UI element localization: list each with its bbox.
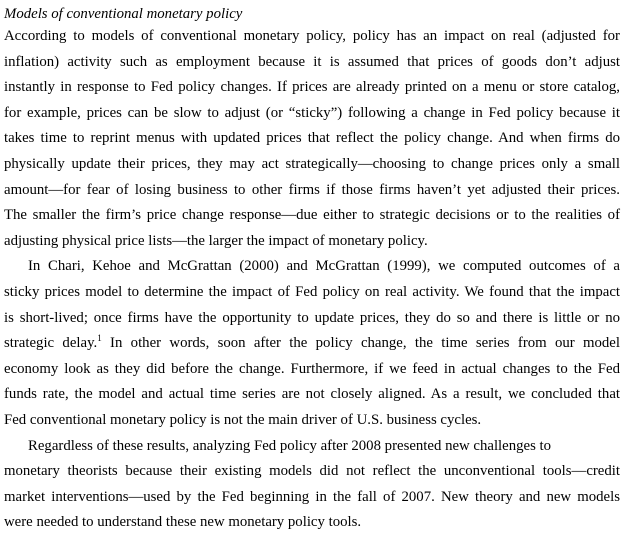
text-line: physically update their prices, they may act strategically—choosing to change prices only a small [4, 155, 620, 172]
text-line: The smaller the firm’s price change response—due either to strategic decisions or to the realities of [4, 207, 620, 224]
text-line: monetary theorists because their existing models did not reflect the unconventional tools—credit [4, 463, 620, 480]
text-line: were needed to understand these new monetary policy tools. [4, 514, 362, 531]
text-line: takes time to reprint menus with updated prices that reflect the policy change. And when firms do [4, 130, 620, 147]
text-line-with-footnote [4, 331, 620, 357]
paragraph-1 [4, 24, 620, 254]
text-line: instantly in response to Fed policy changes. If prices are already printed on a menu or store catalog, [4, 79, 620, 96]
footnote-line-text: strategic delay. [4, 335, 98, 352]
text-line: market interventions—used by the Fed beginning in the fall of 2007. New theory and new models [4, 488, 620, 505]
text-line: economy look as they did before the change. Furthermore, if we feed in actual changes to the Fed [4, 360, 620, 377]
text-line: In Chari, Kehoe and McGrattan (2000) and McGrattan (1999), we computed outcomes of a [28, 258, 620, 275]
text-line: funds rate, the model and actual time series are not closely aligned. As a result, we concluded that [4, 386, 620, 403]
footnote-line-rest: In other words, soon after the policy change, the time series from our model [101, 335, 620, 352]
paragraph-3 [4, 434, 620, 536]
text-line: According to models of conventional monetary policy, policy has an impact on real (adjusted for [4, 28, 620, 44]
text-line: is short-lived; once firms have the opportunity to update prices, they do so and there is little or no [4, 309, 620, 326]
text-line: Regardless of these results, analyzing Fed policy after 2008 presented new challenges to [28, 437, 552, 454]
text-line: amount—for fear of losing business to other firms if those firms haven’t yet adjusted their prices. [4, 181, 620, 198]
section-heading: Models of conventional monetary policy [4, 6, 243, 22]
text-line: inflation) activity such as employment because it is assumed that prices of goods don’t adjust [4, 53, 620, 70]
text-line: for example, prices can be slow to adjust (or “sticky”) following a change in Fed policy because it [4, 104, 620, 121]
text-line: Fed conventional monetary policy is not the main driver of U.S. business cycles. [4, 411, 482, 428]
text-line: sticky prices model to determine the impact of Fed policy on real activity. We found that the impact [4, 283, 620, 300]
paragraph-2 [4, 254, 620, 433]
text-line: adjusting physical price lists—the larger the impact of monetary policy. [4, 232, 428, 249]
footnote-marker[interactable]: 1 [97, 333, 102, 344]
